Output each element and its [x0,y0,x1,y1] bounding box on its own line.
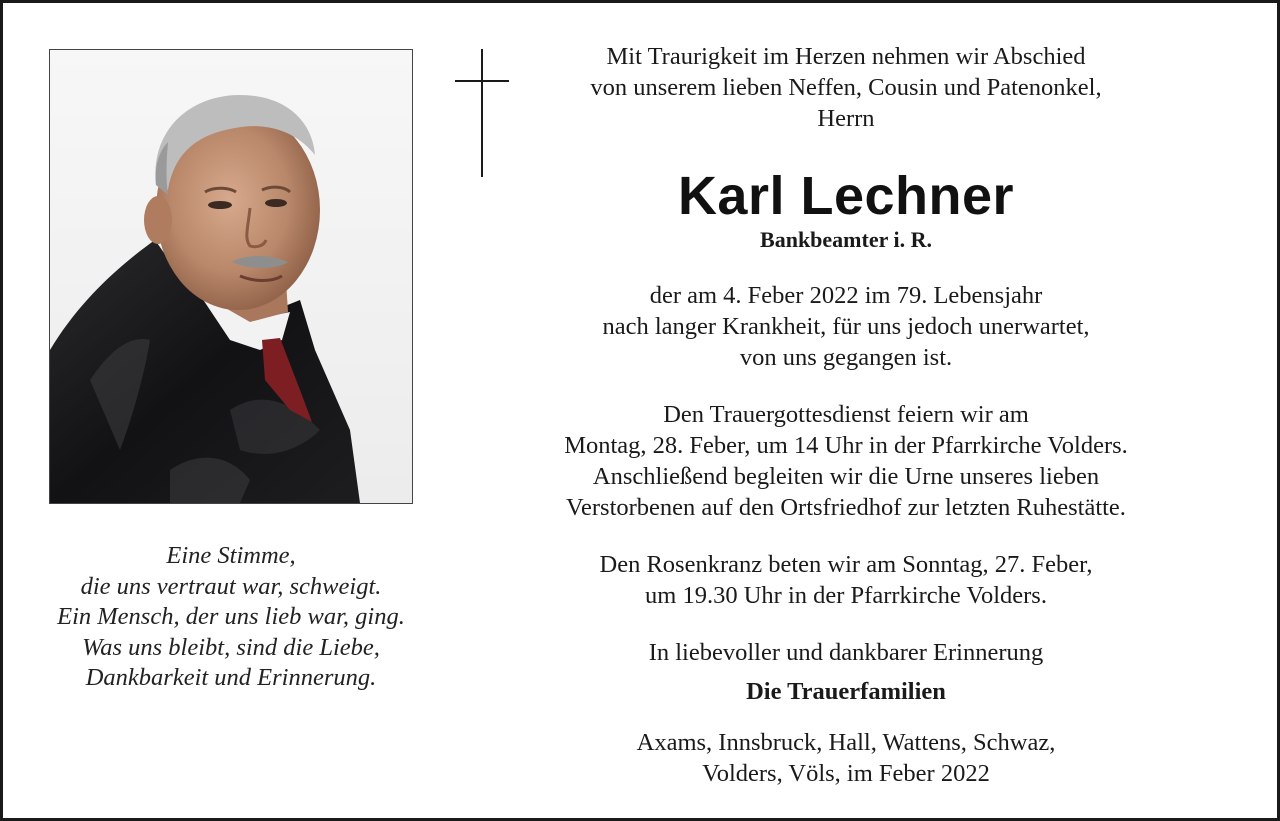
deceased-profession: Bankbeamter i. R. [760,227,932,252]
intro-line: Herrn [817,105,875,132]
rosary-info [497,549,1195,611]
poem-line: Dankbarkeit und Erinnerung. [85,664,377,691]
remembrance [497,637,1195,707]
obituary-text [497,41,1195,789]
poem-line: die uns vertraut war, schweigt. [80,572,382,600]
places-line: Axams, Innsbruck, Hall, Wattens, Schwaz, [636,729,1056,756]
funeral-line: Montag, 28. Feber, um 14 Uhr in der Pfarrkirche Volders. [564,432,1128,459]
funeral-info [497,399,1195,523]
intro-line: von unserem lieben Neffen, Cousin und Patenonkel, [590,74,1102,101]
rosary-line: um 19.30 Uhr in der Pfarrkirche Volders. [645,582,1047,609]
funeral-line: Verstorbenen auf den Ortsfriedhof zur letzten Ruhestätte. [566,494,1126,521]
death-notice [497,280,1195,373]
intro [497,41,1195,134]
death-notice-line: der am 4. Feber 2022 im 79. Lebensjahr [649,282,1043,309]
death-notice-line: von uns gegangen ist. [739,344,953,371]
places [497,727,1195,789]
poem-line: Ein Mensch, der uns lieb war, ging. [57,603,405,630]
cross-vertical-bar [481,49,483,177]
places-line: Volders, Völs, im Feber 2022 [702,760,990,787]
poem-line: Was uns bleibt, sind die Liebe, [82,633,380,661]
poem-line: Eine Stimme, [166,542,296,569]
portrait-image [50,50,412,503]
funeral-line: Den Trauergottesdienst feiern wir am [663,401,1029,428]
portrait-photo [49,49,413,504]
intro-line: Mit Traurigkeit im Herzen nehmen wir Abschied [606,43,1086,70]
deceased-name: Karl Lechner [677,166,1015,226]
poem [23,541,439,694]
rosary-line: Den Rosenkranz beten wir am Sonntag, 27. Feber, [599,551,1093,578]
death-notice-line: nach langer Krankheit, für uns jedoch unerwartet, [602,313,1090,340]
funeral-line: Anschließend begleiten wir die Urne unseres lieben [592,463,1100,490]
remembrance-line: In liebevoller und dankbarer Erinnerung [648,639,1044,666]
family-signature: Die Trauerfamilien [746,678,946,705]
